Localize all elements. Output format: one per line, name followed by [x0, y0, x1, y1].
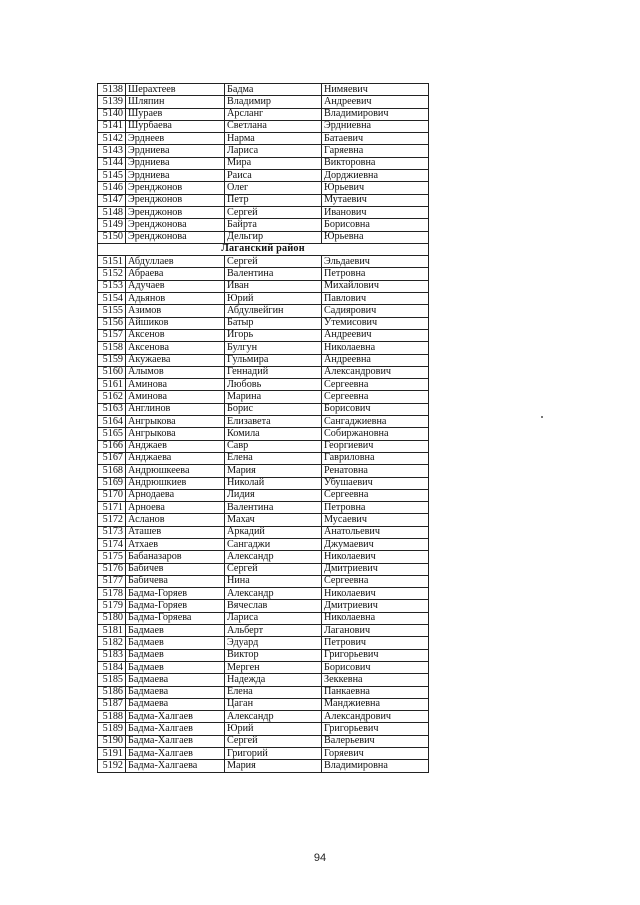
- last-name: Эренджонова: [126, 231, 225, 243]
- last-name: Адучаев: [126, 280, 225, 292]
- patronymic: Юрьевна: [322, 231, 429, 243]
- row-number: 5158: [98, 342, 126, 354]
- table-row: [98, 182, 429, 194]
- table-row: [98, 416, 429, 428]
- patronymic: Борисовна: [322, 219, 429, 231]
- patronymic: Георгиевич: [322, 440, 429, 452]
- row-number: 5164: [98, 416, 126, 428]
- last-name: Шураев: [126, 108, 225, 120]
- table-row: [98, 428, 429, 440]
- first-name: Геннадий: [225, 366, 322, 378]
- row-number: 5180: [98, 612, 126, 624]
- first-name: Петр: [225, 194, 322, 206]
- patronymic: Михайлович: [322, 280, 429, 292]
- table-row: [98, 206, 429, 218]
- table-row: [98, 391, 429, 403]
- patronymic: Андреевна: [322, 354, 429, 366]
- last-name: Адьянов: [126, 293, 225, 305]
- last-name: Азимов: [126, 305, 225, 317]
- patronymic: Убушаевич: [322, 477, 429, 489]
- row-number: 5186: [98, 686, 126, 698]
- patronymic: Александрович: [322, 711, 429, 723]
- row-number: 5168: [98, 465, 126, 477]
- row-number: 5179: [98, 600, 126, 612]
- last-name: Аксенова: [126, 342, 225, 354]
- row-number: 5188: [98, 711, 126, 723]
- patronymic: Петровна: [322, 502, 429, 514]
- table-row: [98, 686, 429, 698]
- table-row: [98, 268, 429, 280]
- row-number: 5156: [98, 317, 126, 329]
- first-name: Любовь: [225, 379, 322, 391]
- rows-before-district: [98, 84, 429, 244]
- table-row: [98, 403, 429, 415]
- first-name: Лариса: [225, 145, 322, 157]
- last-name: Бадма-Халгаев: [126, 735, 225, 747]
- row-number: 5189: [98, 723, 126, 735]
- first-name: Цаган: [225, 698, 322, 710]
- first-name: Мария: [225, 760, 322, 772]
- patronymic: Панкаевна: [322, 686, 429, 698]
- row-number: 5165: [98, 428, 126, 440]
- voter-register-table: [97, 83, 429, 773]
- scan-speck: [541, 416, 543, 418]
- first-name: Марина: [225, 391, 322, 403]
- first-name: Вячеслав: [225, 600, 322, 612]
- last-name: Аминова: [126, 391, 225, 403]
- last-name: Бабичев: [126, 563, 225, 575]
- last-name: Аминова: [126, 379, 225, 391]
- table-row: [98, 354, 429, 366]
- row-number: 5153: [98, 280, 126, 292]
- table-row: [98, 170, 429, 182]
- row-number: 5173: [98, 526, 126, 538]
- table-row: [98, 600, 429, 612]
- last-name: Шляпин: [126, 96, 225, 108]
- row-number: 5139: [98, 96, 126, 108]
- last-name: Бабичева: [126, 575, 225, 587]
- table-row: [98, 477, 429, 489]
- first-name: Сергей: [225, 735, 322, 747]
- last-name: Анджаев: [126, 440, 225, 452]
- table-row: [98, 108, 429, 120]
- last-name: Бадмаева: [126, 698, 225, 710]
- last-name: Шурбаева: [126, 120, 225, 132]
- patronymic: Валерьевич: [322, 735, 429, 747]
- last-name: Бабаназаров: [126, 551, 225, 563]
- patronymic: Нимяевич: [322, 84, 429, 96]
- last-name: Бадмаев: [126, 661, 225, 673]
- table-row: [98, 711, 429, 723]
- row-number: 5143: [98, 145, 126, 157]
- first-name: Мария: [225, 465, 322, 477]
- table-row: [98, 661, 429, 673]
- last-name: Шерахтеев: [126, 84, 225, 96]
- last-name: Бадмаев: [126, 637, 225, 649]
- table-row: [98, 538, 429, 550]
- first-name: Раиса: [225, 170, 322, 182]
- last-name: Бадма-Горяева: [126, 612, 225, 624]
- patronymic: Батаевич: [322, 133, 429, 145]
- first-name: Аркадий: [225, 526, 322, 538]
- register-sheet: [97, 83, 428, 773]
- row-number: 5142: [98, 133, 126, 145]
- last-name: Андрюшкиев: [126, 477, 225, 489]
- first-name: Альберт: [225, 625, 322, 637]
- table-row: [98, 317, 429, 329]
- patronymic: Владимирович: [322, 108, 429, 120]
- last-name: Бадма-Халгаева: [126, 760, 225, 772]
- first-name: Виктор: [225, 649, 322, 661]
- last-name: Арнодаева: [126, 489, 225, 501]
- row-number: 5154: [98, 293, 126, 305]
- last-name: Эренджонова: [126, 219, 225, 231]
- last-name: Бадма-Горяев: [126, 588, 225, 600]
- row-number: 5160: [98, 366, 126, 378]
- row-number: 5155: [98, 305, 126, 317]
- patronymic: Дорджиевна: [322, 170, 429, 182]
- patronymic: Ренатовна: [322, 465, 429, 477]
- table-row: [98, 366, 429, 378]
- first-name: Лидия: [225, 489, 322, 501]
- last-name: Эрдниева: [126, 145, 225, 157]
- table-row: [98, 575, 429, 587]
- table-row: [98, 329, 429, 341]
- first-name: Нарма: [225, 133, 322, 145]
- patronymic: Григорьевич: [322, 649, 429, 661]
- first-name: Арсланг: [225, 108, 322, 120]
- last-name: Айшиков: [126, 317, 225, 329]
- row-number: 5167: [98, 452, 126, 464]
- patronymic: Гавриловна: [322, 452, 429, 464]
- patronymic: Петрович: [322, 637, 429, 649]
- last-name: Эрдниева: [126, 157, 225, 169]
- patronymic: Сергеевна: [322, 575, 429, 587]
- table-row: [98, 748, 429, 760]
- last-name: Эренджонов: [126, 206, 225, 218]
- first-name: Борис: [225, 403, 322, 415]
- page-number: 94: [313, 852, 327, 864]
- first-name: Светлана: [225, 120, 322, 132]
- first-name: Батыр: [225, 317, 322, 329]
- last-name: Бадмаева: [126, 674, 225, 686]
- patronymic: Николаевич: [322, 588, 429, 600]
- row-number: 5192: [98, 760, 126, 772]
- first-name: Булгун: [225, 342, 322, 354]
- table-row: [98, 256, 429, 268]
- first-name: Юрий: [225, 723, 322, 735]
- row-number: 5161: [98, 379, 126, 391]
- row-number: 5170: [98, 489, 126, 501]
- patronymic: Владимировна: [322, 760, 429, 772]
- row-number: 5138: [98, 84, 126, 96]
- patronymic: Юрьевич: [322, 182, 429, 194]
- row-number: 5185: [98, 674, 126, 686]
- table-row: [98, 194, 429, 206]
- row-number: 5172: [98, 514, 126, 526]
- patronymic: Собиржановна: [322, 428, 429, 440]
- patronymic: Сангаджиевна: [322, 416, 429, 428]
- rows-after-district: [98, 256, 429, 772]
- patronymic: Григорьевич: [322, 723, 429, 735]
- row-number: 5178: [98, 588, 126, 600]
- row-number: 5141: [98, 120, 126, 132]
- row-number: 5191: [98, 748, 126, 760]
- patronymic: Николаевич: [322, 551, 429, 563]
- first-name: Комила: [225, 428, 322, 440]
- last-name: Андрюшкеева: [126, 465, 225, 477]
- last-name: Абдуллаев: [126, 256, 225, 268]
- patronymic: Петровна: [322, 268, 429, 280]
- patronymic: Борисович: [322, 403, 429, 415]
- first-name: Мира: [225, 157, 322, 169]
- row-number: 5157: [98, 329, 126, 341]
- last-name: Бадма-Халгаев: [126, 723, 225, 735]
- row-number: 5144: [98, 157, 126, 169]
- first-name: Елена: [225, 686, 322, 698]
- table-row: [98, 649, 429, 661]
- patronymic: Александрович: [322, 366, 429, 378]
- patronymic: Дмитриевич: [322, 563, 429, 575]
- first-name: Махач: [225, 514, 322, 526]
- row-number: 5171: [98, 502, 126, 514]
- table-row: [98, 157, 429, 169]
- first-name: Елизавета: [225, 416, 322, 428]
- district-heading: Лаганский район: [98, 243, 429, 255]
- table-row: [98, 760, 429, 772]
- patronymic: Борисович: [322, 661, 429, 673]
- row-number: 5181: [98, 625, 126, 637]
- first-name: Олег: [225, 182, 322, 194]
- last-name: Аксенов: [126, 329, 225, 341]
- row-number: 5184: [98, 661, 126, 673]
- patronymic: Эрдниевна: [322, 120, 429, 132]
- table-row: [98, 84, 429, 96]
- table-row: [98, 563, 429, 575]
- row-number: 5150: [98, 231, 126, 243]
- first-name: Савр: [225, 440, 322, 452]
- last-name: Бадмаев: [126, 625, 225, 637]
- last-name: Эрднеев: [126, 133, 225, 145]
- table-row: [98, 612, 429, 624]
- first-name: Бадма: [225, 84, 322, 96]
- first-name: Владимир: [225, 96, 322, 108]
- patronymic: Иванович: [322, 206, 429, 218]
- last-name: Атхаев: [126, 538, 225, 550]
- patronymic: Сергеевна: [322, 391, 429, 403]
- row-number: 5151: [98, 256, 126, 268]
- row-number: 5182: [98, 637, 126, 649]
- first-name: Елена: [225, 452, 322, 464]
- patronymic: Викторовна: [322, 157, 429, 169]
- last-name: Ангрыкова: [126, 428, 225, 440]
- row-number: 5147: [98, 194, 126, 206]
- row-number: 5183: [98, 649, 126, 661]
- row-number: 5176: [98, 563, 126, 575]
- row-number: 5152: [98, 268, 126, 280]
- first-name: Нина: [225, 575, 322, 587]
- table-row: [98, 502, 429, 514]
- table-row: [98, 120, 429, 132]
- row-number: 5149: [98, 219, 126, 231]
- first-name: Сергей: [225, 563, 322, 575]
- patronymic: Мутаевич: [322, 194, 429, 206]
- row-number: 5145: [98, 170, 126, 182]
- first-name: Игорь: [225, 329, 322, 341]
- patronymic: Николаевна: [322, 342, 429, 354]
- first-name: Эдуард: [225, 637, 322, 649]
- table-row: [98, 698, 429, 710]
- row-number: 5159: [98, 354, 126, 366]
- patronymic: Анатольевич: [322, 526, 429, 538]
- patronymic: Сергеевна: [322, 379, 429, 391]
- first-name: Иван: [225, 280, 322, 292]
- last-name: Арноева: [126, 502, 225, 514]
- patronymic: Манджиевна: [322, 698, 429, 710]
- first-name: Мерген: [225, 661, 322, 673]
- row-number: 5162: [98, 391, 126, 403]
- patronymic: Сергеевна: [322, 489, 429, 501]
- last-name: Англинов: [126, 403, 225, 415]
- table-row: [98, 96, 429, 108]
- row-number: 5148: [98, 206, 126, 218]
- row-number: 5169: [98, 477, 126, 489]
- patronymic: Гаряевна: [322, 145, 429, 157]
- table-row: [98, 735, 429, 747]
- patronymic: Джумаевич: [322, 538, 429, 550]
- last-name: Эренджонов: [126, 194, 225, 206]
- first-name: Григорий: [225, 748, 322, 760]
- row-number: 5163: [98, 403, 126, 415]
- table-row: [98, 526, 429, 538]
- last-name: Асланов: [126, 514, 225, 526]
- row-number: 5140: [98, 108, 126, 120]
- row-number: 5187: [98, 698, 126, 710]
- last-name: Бадма-Горяев: [126, 600, 225, 612]
- table-row: [98, 342, 429, 354]
- row-number: 5174: [98, 538, 126, 550]
- last-name: Бадма-Халгаев: [126, 711, 225, 723]
- first-name: Александр: [225, 588, 322, 600]
- table-row: [98, 379, 429, 391]
- patronymic: Андреевич: [322, 96, 429, 108]
- first-name: Валентина: [225, 502, 322, 514]
- last-name: Бадмаев: [126, 649, 225, 661]
- first-name: Юрий: [225, 293, 322, 305]
- table-row: [98, 625, 429, 637]
- table-row: [98, 723, 429, 735]
- first-name: Дельгир: [225, 231, 322, 243]
- last-name: Бадма-Халгаев: [126, 748, 225, 760]
- first-name: Валентина: [225, 268, 322, 280]
- last-name: Абраева: [126, 268, 225, 280]
- patronymic: Садиярович: [322, 305, 429, 317]
- first-name: Сергей: [225, 256, 322, 268]
- district-heading-row: [98, 243, 429, 255]
- last-name: Эрдниева: [126, 170, 225, 182]
- patronymic: Эльдаевич: [322, 256, 429, 268]
- last-name: Анджаева: [126, 452, 225, 464]
- first-name: Гульмира: [225, 354, 322, 366]
- first-name: Сергей: [225, 206, 322, 218]
- patronymic: Утемисович: [322, 317, 429, 329]
- table-row: [98, 145, 429, 157]
- patronymic: Дмитриевич: [322, 600, 429, 612]
- table-row: [98, 551, 429, 563]
- table-row: [98, 465, 429, 477]
- first-name: Александр: [225, 711, 322, 723]
- patronymic: Горяевич: [322, 748, 429, 760]
- table-row: [98, 588, 429, 600]
- last-name: Аташев: [126, 526, 225, 538]
- row-number: 5177: [98, 575, 126, 587]
- table-row: [98, 452, 429, 464]
- row-number: 5146: [98, 182, 126, 194]
- patronymic: Андреевич: [322, 329, 429, 341]
- table-row: [98, 305, 429, 317]
- last-name: Эренджонов: [126, 182, 225, 194]
- first-name: Сангаджи: [225, 538, 322, 550]
- district-section: [98, 243, 429, 255]
- row-number: 5166: [98, 440, 126, 452]
- table-row: [98, 133, 429, 145]
- first-name: Абдулвейгин: [225, 305, 322, 317]
- patronymic: Николаевна: [322, 612, 429, 624]
- row-number: 5190: [98, 735, 126, 747]
- first-name: Лариса: [225, 612, 322, 624]
- last-name: Акужаева: [126, 354, 225, 366]
- first-name: Николай: [225, 477, 322, 489]
- table-row: [98, 637, 429, 649]
- first-name: Байрта: [225, 219, 322, 231]
- table-row: [98, 231, 429, 243]
- table-row: [98, 440, 429, 452]
- last-name: Алымов: [126, 366, 225, 378]
- table-row: [98, 514, 429, 526]
- patronymic: Зеккевна: [322, 674, 429, 686]
- table-row: [98, 293, 429, 305]
- last-name: Бадмаева: [126, 686, 225, 698]
- row-number: 5175: [98, 551, 126, 563]
- table-row: [98, 219, 429, 231]
- first-name: Александр: [225, 551, 322, 563]
- patronymic: Лаганович: [322, 625, 429, 637]
- table-row: [98, 280, 429, 292]
- table-row: [98, 489, 429, 501]
- last-name: Ангрыкова: [126, 416, 225, 428]
- first-name: Надежда: [225, 674, 322, 686]
- table-row: [98, 674, 429, 686]
- patronymic: Павлович: [322, 293, 429, 305]
- patronymic: Мусаевич: [322, 514, 429, 526]
